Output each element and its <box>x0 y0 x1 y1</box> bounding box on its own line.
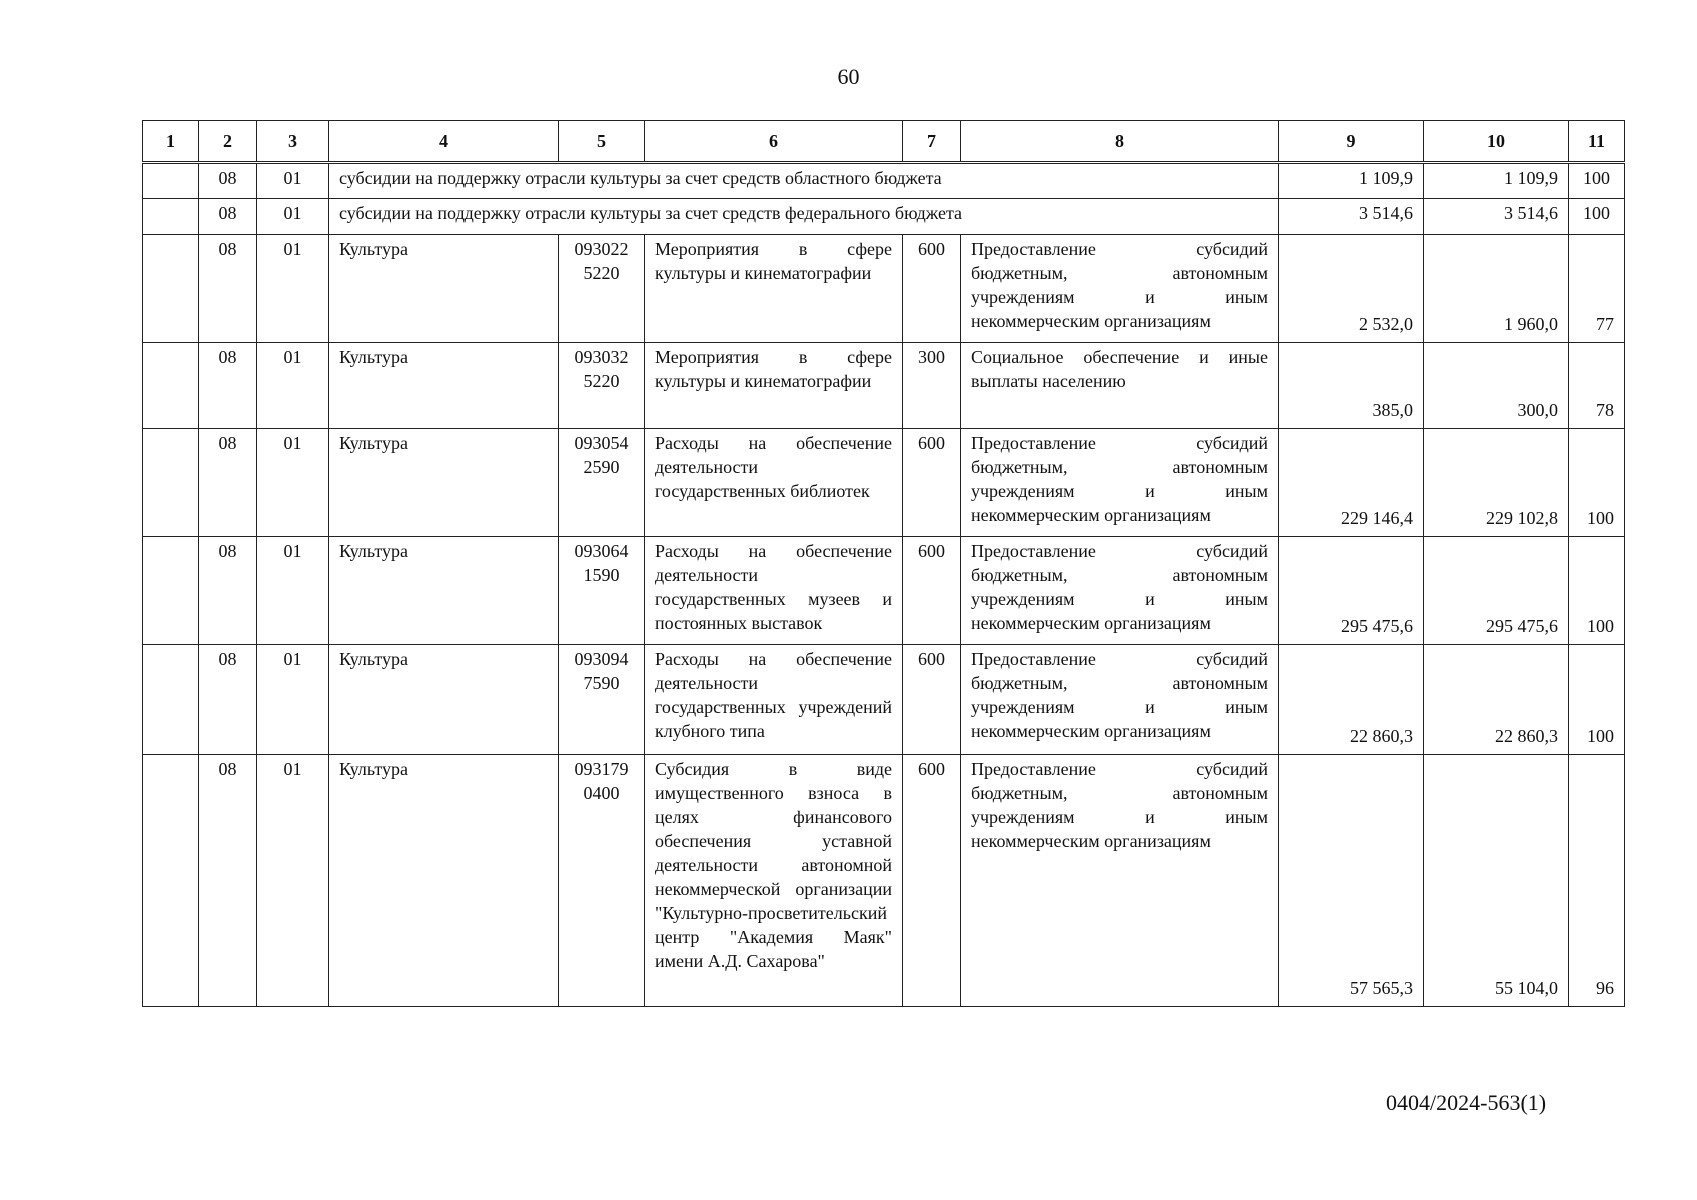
cell-type-code: 600 <box>903 429 961 537</box>
cell-section: 08 <box>199 537 257 645</box>
cell-type-description: Социальное обеспечение и иные выплаты населению <box>961 343 1279 429</box>
cell-actual: 55 104,0 <box>1424 755 1569 1007</box>
cell-target-code: 093054 2590 <box>559 429 645 537</box>
cell-type-description: Предоставление субсидий бюджетным, автономным учреждениям и иным некоммерческим организациям <box>961 235 1279 343</box>
cell-subsection: 01 <box>257 645 329 755</box>
header-cell-7: 7 <box>903 121 961 163</box>
cell-percent: 100 <box>1569 199 1625 235</box>
header-cell-10: 10 <box>1424 121 1569 163</box>
cell-type-description: Предоставление субсидий бюджетным, автономным учреждениям и иным некоммерческим организациям <box>961 755 1279 1007</box>
cell-actual: 3 514,6 <box>1424 199 1569 235</box>
cell-target-code: 093094 7590 <box>559 645 645 755</box>
cell-actual: 1 109,9 <box>1424 163 1569 199</box>
document-code: 0404/2024-563(1) <box>1386 1090 1547 1115</box>
cell-section: 08 <box>199 235 257 343</box>
cell-subsection: 01 <box>257 755 329 1007</box>
cell-actual: 300,0 <box>1424 343 1569 429</box>
table-header-row <box>143 121 1625 163</box>
table-row <box>143 343 1625 429</box>
cell-planned: 22 860,3 <box>1279 645 1424 755</box>
table-row <box>143 537 1625 645</box>
cell-percent: 78 <box>1569 343 1625 429</box>
cell-type-code: 300 <box>903 343 961 429</box>
cell-type-description: Предоставление субсидий бюджетным, автономным учреждениям и иным некоммерческим организациям <box>961 429 1279 537</box>
cell-target-code: 093022 5220 <box>559 235 645 343</box>
cell-name: Культура <box>329 537 559 645</box>
cell-1 <box>143 645 199 755</box>
cell-actual: 229 102,8 <box>1424 429 1569 537</box>
cell-section: 08 <box>199 199 257 235</box>
cell-subsection: 01 <box>257 429 329 537</box>
cell-planned: 2 532,0 <box>1279 235 1424 343</box>
table-row <box>143 235 1625 343</box>
cell-expense-description: Субсидия в виде имущественного взноса в целях финансового обеспечения уставной деятельности автономной некоммерческой организации "Культурно-просветительский центр "Академия Маяк" имени А.Д. Сахарова" <box>645 755 903 1007</box>
cell-merged-description: субсидии на поддержку отрасли культуры за счет средств федерального бюджета <box>329 199 1279 235</box>
cell-section: 08 <box>199 429 257 537</box>
cell-expense-description: Расходы на обеспечение деятельности государственных учреждений клубного типа <box>645 645 903 755</box>
cell-name: Культура <box>329 755 559 1007</box>
cell-1 <box>143 199 199 235</box>
cell-planned: 3 514,6 <box>1279 199 1424 235</box>
cell-type-code: 600 <box>903 645 961 755</box>
page-number: 60 <box>837 64 860 89</box>
table-row <box>143 199 1625 235</box>
table-row <box>143 429 1625 537</box>
cell-planned: 1 109,9 <box>1279 163 1424 199</box>
cell-name: Культура <box>329 645 559 755</box>
cell-subsection: 01 <box>257 235 329 343</box>
cell-actual: 295 475,6 <box>1424 537 1569 645</box>
header-cell-2: 2 <box>199 121 257 163</box>
cell-subsection: 01 <box>257 537 329 645</box>
cell-percent: 100 <box>1569 429 1625 537</box>
cell-expense-description: Расходы на обеспечение деятельности государственных библиотек <box>645 429 903 537</box>
header-cell-9: 9 <box>1279 121 1424 163</box>
cell-percent: 100 <box>1569 645 1625 755</box>
cell-subsection: 01 <box>257 343 329 429</box>
header-cell-3: 3 <box>257 121 329 163</box>
table-row <box>143 755 1625 1007</box>
cell-1 <box>143 537 199 645</box>
cell-1 <box>143 235 199 343</box>
cell-target-code: 093179 0400 <box>559 755 645 1007</box>
budget-table <box>142 120 1625 1007</box>
header-cell-1: 1 <box>143 121 199 163</box>
cell-planned: 295 475,6 <box>1279 537 1424 645</box>
cell-expense-description: Мероприятия в сфере культуры и кинематографии <box>645 235 903 343</box>
cell-1 <box>143 429 199 537</box>
cell-section: 08 <box>199 645 257 755</box>
cell-actual: 1 960,0 <box>1424 235 1569 343</box>
header-cell-8: 8 <box>961 121 1279 163</box>
header-cell-5: 5 <box>559 121 645 163</box>
header-cell-4: 4 <box>329 121 559 163</box>
cell-type-code: 600 <box>903 235 961 343</box>
cell-merged-description: субсидии на поддержку отрасли культуры за счет средств областного бюджета <box>329 163 1279 199</box>
cell-target-code: 093032 5220 <box>559 343 645 429</box>
cell-subsection: 01 <box>257 199 329 235</box>
cell-subsection: 01 <box>257 163 329 199</box>
cell-expense-description: Мероприятия в сфере культуры и кинематографии <box>645 343 903 429</box>
cell-actual: 22 860,3 <box>1424 645 1569 755</box>
header-cell-11: 11 <box>1569 121 1625 163</box>
table-row <box>143 163 1625 199</box>
cell-type-code: 600 <box>903 537 961 645</box>
table-row <box>143 645 1625 755</box>
cell-1 <box>143 163 199 199</box>
cell-percent: 96 <box>1569 755 1625 1007</box>
cell-1 <box>143 343 199 429</box>
cell-section: 08 <box>199 163 257 199</box>
cell-type-code: 600 <box>903 755 961 1007</box>
cell-type-description: Предоставление субсидий бюджетным, автономным учреждениям и иным некоммерческим организациям <box>961 537 1279 645</box>
cell-type-description: Предоставление субсидий бюджетным, автономным учреждениям и иным некоммерческим организациям <box>961 645 1279 755</box>
cell-planned: 229 146,4 <box>1279 429 1424 537</box>
cell-name: Культура <box>329 343 559 429</box>
cell-1 <box>143 755 199 1007</box>
cell-expense-description: Расходы на обеспечение деятельности государственных музеев и постоянных выставок <box>645 537 903 645</box>
cell-planned: 385,0 <box>1279 343 1424 429</box>
header-cell-6: 6 <box>645 121 903 163</box>
cell-target-code: 093064 1590 <box>559 537 645 645</box>
cell-percent: 77 <box>1569 235 1625 343</box>
cell-section: 08 <box>199 755 257 1007</box>
cell-name: Культура <box>329 235 559 343</box>
cell-name: Культура <box>329 429 559 537</box>
cell-planned: 57 565,3 <box>1279 755 1424 1007</box>
cell-percent: 100 <box>1569 537 1625 645</box>
cell-percent: 100 <box>1569 163 1625 199</box>
cell-section: 08 <box>199 343 257 429</box>
